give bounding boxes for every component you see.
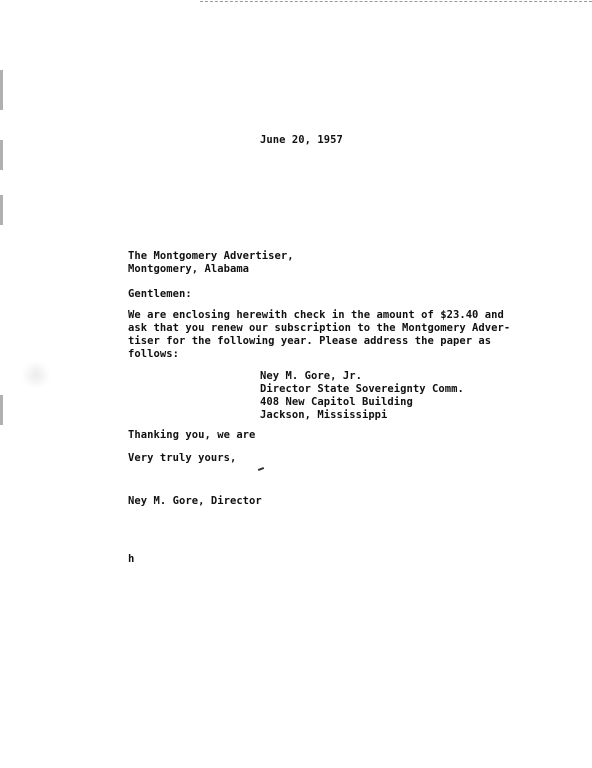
body-line: follows: <box>128 348 179 360</box>
thanks-line: Thanking you, we are <box>128 429 256 441</box>
mail-to-line: Ney M. Gore, Jr. <box>260 370 362 382</box>
mail-to-line: Jackson, Mississippi <box>260 409 388 421</box>
mail-to-line: Director State Sovereignty Comm. <box>260 383 464 395</box>
stray-mark <box>258 467 264 471</box>
scan-edge <box>200 1 592 2</box>
body-line: tiser for the following year. Please address the paper as <box>128 335 492 347</box>
body-line: We are enclosing herewith check in the amount of $23.40 and <box>128 309 504 321</box>
scan-margin-mark <box>0 70 3 110</box>
body-line: ask that you renew our subscription to the Montgomery Adver- <box>128 322 511 334</box>
scan-smudge <box>22 360 50 390</box>
typist-initials: h <box>128 553 135 565</box>
salutation: Gentlemen: <box>128 288 192 300</box>
addressee-line: The Montgomery Advertiser, <box>128 250 294 262</box>
scan-margin-mark <box>0 395 3 425</box>
addressee-line: Montgomery, Alabama <box>128 263 250 275</box>
closing-line: Very truly yours, <box>128 452 237 464</box>
signature-line: Ney M. Gore, Director <box>128 495 262 507</box>
mail-to-line: 408 New Capitol Building <box>260 396 413 408</box>
scan-margin-mark <box>0 140 3 170</box>
letter-date: June 20, 1957 <box>260 134 343 146</box>
scan-margin-mark <box>0 195 3 225</box>
